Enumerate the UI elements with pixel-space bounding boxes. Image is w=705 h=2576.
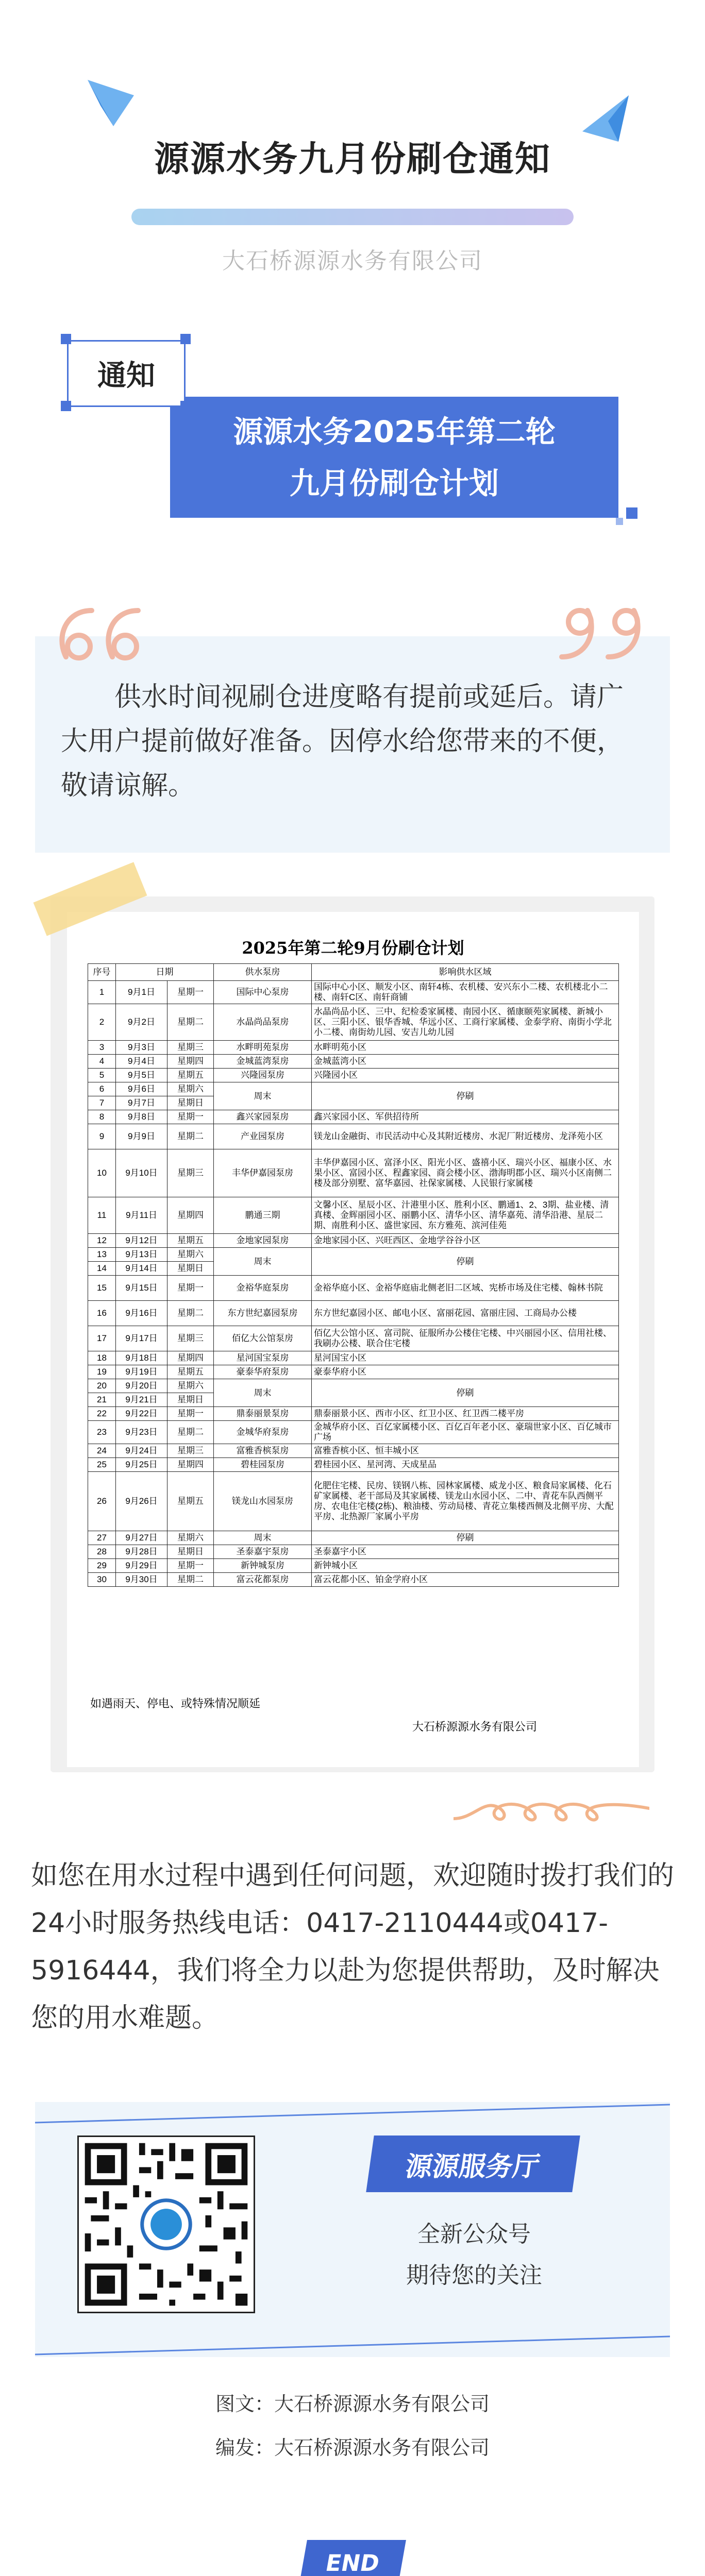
header-station: 供水泵房 — [214, 964, 312, 981]
cell-date: 9月15日 — [116, 1276, 167, 1301]
cell-area: 停刷 — [312, 1531, 619, 1545]
qr-code — [77, 2136, 255, 2313]
cell-station: 金城华府泵房 — [214, 1421, 312, 1444]
cell-weekday: 星期三 — [167, 1444, 214, 1458]
cell-station: 水晶尚品泵房 — [214, 1004, 312, 1041]
cell-no: 3 — [88, 1041, 116, 1055]
cell-no: 17 — [88, 1326, 116, 1351]
cell-date: 9月27日 — [116, 1531, 167, 1545]
cell-area: 水晶尚品小区、三中、纪检委家属楼、南园小区、循康颐苑家属楼、新城小区、三阳小区、银华香城、华远小区、工商行家属楼、金泰学府、南街小学北小二楼、南街幼儿园、安吉儿幼儿园 — [312, 1004, 619, 1041]
cell-date: 9月10日 — [116, 1149, 167, 1197]
cell-weekday: 星期四 — [167, 1351, 214, 1365]
cell-station: 金裕华庭泵房 — [214, 1276, 312, 1301]
close-quote-icon — [551, 605, 654, 662]
schedule-title: 2025年第二轮9月份刷仓计划 — [242, 938, 464, 958]
cell-date: 9月20日 — [116, 1379, 167, 1393]
service-line2: 期待您的关注 — [406, 2262, 542, 2289]
cell-date: 9月21日 — [116, 1393, 167, 1407]
header-area: 影响供水区域 — [312, 964, 619, 981]
crystal-decoration-left-icon — [82, 70, 144, 131]
schedule-signature: 大石桥源源水务有限公司 — [412, 1720, 538, 1733]
table-row — [88, 1197, 619, 1234]
cell-date: 9月4日 — [116, 1055, 167, 1069]
cell-area: 佰亿大公馆小区、富司院、征服所办公楼住宅楼、中兴丽园小区、信用社楼、我刷办公楼、联合住宅楼 — [312, 1326, 619, 1351]
cell-date: 9月24日 — [116, 1444, 167, 1458]
service-name-badge: 源源服务厅 — [366, 2136, 580, 2192]
cell-no: 5 — [88, 1069, 116, 1082]
cell-weekday: 星期一 — [167, 1407, 214, 1421]
intro-text: 供水时间视刷仓进度略有提前或延后。请广大用户提前做好准备。因停水给您带来的不便，敬请谅解。 — [61, 682, 624, 801]
cell-weekday: 星期二 — [167, 1421, 214, 1444]
cell-station: 鹏通三期 — [214, 1197, 312, 1234]
cell-area: 豪泰华府小区 — [312, 1365, 619, 1379]
cell-date: 9月22日 — [116, 1407, 167, 1421]
cell-station: 水畔明苑泵房 — [214, 1041, 312, 1055]
cell-weekday: 星期四 — [167, 1197, 214, 1234]
table-row — [88, 1407, 619, 1421]
cell-weekday: 星期一 — [167, 1559, 214, 1573]
table-row — [88, 1379, 619, 1393]
cell-area: 兴隆园小区 — [312, 1069, 619, 1082]
cell-date: 9月17日 — [116, 1326, 167, 1351]
table-row — [88, 1458, 619, 1472]
cell-weekday: 星期二 — [167, 1004, 214, 1041]
cell-date: 9月3日 — [116, 1041, 167, 1055]
cell-no: 12 — [88, 1234, 116, 1248]
table-row — [88, 1472, 619, 1531]
credit-text-line: 图文：大石桥源源水务有限公司 — [215, 2393, 490, 2415]
cell-weekday: 星期六 — [167, 1082, 214, 1096]
page-title: 源源水务九月份刷仓通知 — [154, 139, 551, 180]
cell-area: 丰华伊嘉园小区、富泽小区、阳光小区、盛禧小区、瑞兴小区、福康小区、水果小区、富园小区、程鑫家园、商会楼小区、渤海明郡小区、瑞兴小区南侧二楼及部分别墅、富华嘉园、社保家属楼、人民银行家属楼 — [312, 1149, 619, 1197]
corner-square-icon — [626, 507, 637, 519]
cell-area: 国际中心小区、顺发小区、南轩4栋、农机楼、安兴东小二楼、农机楼北小二楼、南轩C区、南轩商铺 — [312, 981, 619, 1004]
cell-weekday: 星期四 — [167, 1055, 214, 1069]
table-row — [88, 1110, 619, 1124]
cell-no: 21 — [88, 1393, 116, 1407]
end-badge: END — [299, 2540, 406, 2576]
cell-date: 9月26日 — [116, 1472, 167, 1531]
cell-no: 27 — [88, 1531, 116, 1545]
notice-headline-line1: 源源水务2025年第二轮 — [233, 414, 556, 449]
cell-station: 东方世纪嘉园泵房 — [214, 1301, 312, 1326]
table-row — [88, 1069, 619, 1082]
cell-date: 9月2日 — [116, 1004, 167, 1041]
credit-edit-line: 编发：大石桥源源水务有限公司 — [215, 2436, 490, 2459]
cell-station: 兴隆园泵房 — [214, 1069, 312, 1082]
table-row — [88, 1004, 619, 1041]
cell-weekday: 星期五 — [167, 1472, 214, 1531]
corner-square-icon — [61, 401, 71, 411]
table-row — [88, 1559, 619, 1573]
cell-area: 星河国宝小区 — [312, 1351, 619, 1365]
cell-no: 1 — [88, 981, 116, 1004]
cell-date: 9月11日 — [116, 1197, 167, 1234]
cell-no: 6 — [88, 1082, 116, 1096]
cell-area: 鑫兴家园小区、军供招待所 — [312, 1110, 619, 1124]
table-row — [88, 1301, 619, 1326]
table-row — [88, 1149, 619, 1197]
cell-area: 文馨小区、星辰小区、汁港里小区、胜利小区、鹏通1、2、3期、盐业楼、清真楼、金辉丽园小区、丽鹏小区、清华小区、清华嘉苑、清华沿港、星辰二期、南胜利小区、盛世家园、东方雅苑、滨河佳苑 — [312, 1197, 619, 1234]
cell-area: 富雅香槟小区、恒丰城小区 — [312, 1444, 619, 1458]
header-date: 日期 — [116, 964, 214, 981]
cell-no: 2 — [88, 1004, 116, 1041]
cell-date: 9月14日 — [116, 1262, 167, 1276]
corner-square-icon — [616, 518, 623, 525]
cell-area: 东方世纪嘉园小区、邮电小区、富丽花园、富丽庄园、工商局办公楼 — [312, 1301, 619, 1326]
table-row — [88, 1444, 619, 1458]
cell-station: 富雅香槟泵房 — [214, 1444, 312, 1458]
cell-area: 圣泰嘉宇小区 — [312, 1545, 619, 1559]
cell-station: 镁龙山水园泵房 — [214, 1472, 312, 1531]
cell-date: 9月19日 — [116, 1365, 167, 1379]
cell-area: 新钟城小区 — [312, 1559, 619, 1573]
cell-station: 鑫兴家园泵房 — [214, 1110, 312, 1124]
cell-station: 产业园泵房 — [214, 1124, 312, 1149]
cell-no: 28 — [88, 1545, 116, 1559]
service-line1: 全新公众号 — [417, 2221, 531, 2247]
cell-area: 金城华府小区、百亿家属楼小区、百亿百年老小区、豪瑞世家小区、百亿城市广场 — [312, 1421, 619, 1444]
cell-area: 化肥住宅楼、民房、镁钢八栋、园林家属楼、威龙小区、粮食局家属楼、化石矿家属楼、老干部局及其家属楼、镁龙山水园小区、二中、青花车队西侧平房、农电住宅楼(2栋)、粮油楼、劳动局楼、青花立集楼西侧及北侧平房、大配平房、北热源厂家属小平房 — [312, 1472, 619, 1531]
table-row — [88, 1531, 619, 1545]
cell-weekday: 星期六 — [167, 1379, 214, 1393]
cell-weekday: 星期日 — [167, 1262, 214, 1276]
cell-station: 周末 — [214, 1082, 312, 1110]
table-row — [88, 1055, 619, 1069]
cell-area: 停刷 — [312, 1082, 619, 1110]
corner-square-icon — [180, 401, 191, 411]
cell-area: 富云花都小区、铂金学府小区 — [312, 1573, 619, 1587]
cell-no: 19 — [88, 1365, 116, 1379]
table-row — [88, 1326, 619, 1351]
cell-date: 9月8日 — [116, 1110, 167, 1124]
table-row — [88, 1351, 619, 1365]
cell-no: 14 — [88, 1262, 116, 1276]
cell-weekday: 星期五 — [167, 1365, 214, 1379]
table-row — [88, 1276, 619, 1301]
cell-no: 20 — [88, 1379, 116, 1393]
cell-no: 29 — [88, 1559, 116, 1573]
table-row — [88, 1421, 619, 1444]
cell-no: 16 — [88, 1301, 116, 1326]
cell-no: 9 — [88, 1124, 116, 1149]
cell-weekday: 星期一 — [167, 1276, 214, 1301]
cell-station: 国际中心泵房 — [214, 981, 312, 1004]
cell-date: 9月13日 — [116, 1248, 167, 1262]
cell-weekday: 星期一 — [167, 981, 214, 1004]
cell-area: 金城蓝湾小区 — [312, 1055, 619, 1069]
notice-headline-line2: 九月份刷仓计划 — [289, 465, 499, 501]
cell-station: 富云花都泵房 — [214, 1573, 312, 1587]
contact-text: 如您在用水过程中遇到任何问题，欢迎随时拨打我们的24小时服务热线电话：0417-2110444或0417-5916444，我们将全力以赴为您提供帮助，及时解决您的用水难题。 — [31, 1860, 675, 2033]
cell-date: 9月30日 — [116, 1573, 167, 1587]
cell-no: 13 — [88, 1248, 116, 1262]
cell-weekday: 星期五 — [167, 1069, 214, 1082]
cell-weekday: 星期二 — [167, 1301, 214, 1326]
cell-weekday: 星期二 — [167, 1124, 214, 1149]
cell-date: 9月5日 — [116, 1069, 167, 1082]
cell-station: 金城蓝湾泵房 — [214, 1055, 312, 1069]
cell-station: 鼎泰丽景泵房 — [214, 1407, 312, 1421]
cell-area: 金地家园小区、兴旺西区、金地学谷谷小区 — [312, 1234, 619, 1248]
cell-no: 8 — [88, 1110, 116, 1124]
cell-date: 9月28日 — [116, 1545, 167, 1559]
cell-weekday: 星期六 — [167, 1531, 214, 1545]
cell-no: 23 — [88, 1421, 116, 1444]
cell-no: 7 — [88, 1096, 116, 1110]
cell-station: 碧桂园泵房 — [214, 1458, 312, 1472]
table-row — [88, 1124, 619, 1149]
table-row — [88, 1573, 619, 1587]
schedule-note: 如遇雨天、停电、或特殊情况顺延 — [90, 1697, 261, 1710]
cell-weekday: 星期一 — [167, 1110, 214, 1124]
open-quote-icon — [56, 605, 159, 662]
cell-date: 9月23日 — [116, 1421, 167, 1444]
cell-station: 佰亿大公馆泵房 — [214, 1326, 312, 1351]
cell-station: 新钟城泵房 — [214, 1559, 312, 1573]
cell-weekday: 星期五 — [167, 1234, 214, 1248]
cell-date: 9月16日 — [116, 1301, 167, 1326]
table-row — [88, 1234, 619, 1248]
title-underline-bar — [131, 209, 574, 225]
cell-no: 11 — [88, 1197, 116, 1234]
cell-area: 停刷 — [312, 1379, 619, 1407]
cell-no: 24 — [88, 1444, 116, 1458]
cell-weekday: 星期三 — [167, 1326, 214, 1351]
cell-station: 周末 — [214, 1248, 312, 1276]
qr-code-icon — [79, 2137, 254, 2312]
table-row — [88, 1365, 619, 1379]
cell-weekday: 星期三 — [167, 1149, 214, 1197]
cell-date: 9月29日 — [116, 1559, 167, 1573]
cell-weekday: 星期二 — [167, 1573, 214, 1587]
wave-decoration-icon — [454, 1788, 649, 1829]
cell-weekday: 星期日 — [167, 1096, 214, 1110]
cell-date: 9月18日 — [116, 1351, 167, 1365]
cell-weekday: 星期六 — [167, 1248, 214, 1262]
cell-area: 水畔明苑小区 — [312, 1041, 619, 1055]
cell-date: 9月1日 — [116, 981, 167, 1004]
table-row — [88, 1041, 619, 1055]
table-row — [88, 1248, 619, 1262]
cell-area: 碧桂园小区、星河湾、天成星品 — [312, 1458, 619, 1472]
cell-date: 9月12日 — [116, 1234, 167, 1248]
schedule-table — [88, 963, 619, 1587]
header-no: 序号 — [88, 964, 116, 981]
cell-station: 周末 — [214, 1531, 312, 1545]
cell-weekday: 星期四 — [167, 1458, 214, 1472]
notice-tag: 通知 — [67, 340, 186, 407]
cell-no: 22 — [88, 1407, 116, 1421]
corner-square-icon — [180, 334, 191, 344]
cell-area: 金裕华庭小区、金裕华庭庙北侧老旧二区域、宪桥市场及住宅楼、翰林书院 — [312, 1276, 619, 1301]
table-row — [88, 1082, 619, 1096]
schedule-header-row — [88, 964, 619, 981]
cell-weekday: 星期日 — [167, 1393, 214, 1407]
cell-no: 30 — [88, 1573, 116, 1587]
cell-station: 金地家园泵房 — [214, 1234, 312, 1248]
cell-date: 9月9日 — [116, 1124, 167, 1149]
cell-date: 9月7日 — [116, 1096, 167, 1110]
table-row — [88, 981, 619, 1004]
cell-no: 4 — [88, 1055, 116, 1069]
cell-weekday: 星期日 — [167, 1545, 214, 1559]
cell-station: 星河国宝泵房 — [214, 1351, 312, 1365]
cell-station: 周末 — [214, 1379, 312, 1407]
corner-square-icon — [61, 334, 71, 344]
company-subtitle: 大石桥源源水务有限公司 — [222, 248, 483, 274]
cell-weekday: 星期三 — [167, 1041, 214, 1055]
cell-no: 25 — [88, 1458, 116, 1472]
cell-station: 圣泰嘉宇泵房 — [214, 1545, 312, 1559]
cell-date: 9月6日 — [116, 1082, 167, 1096]
cell-area: 停刷 — [312, 1248, 619, 1276]
cell-area: 镁龙山金融街、市民活动中心及其附近楼房、水泥厂附近楼房、龙泽苑小区 — [312, 1124, 619, 1149]
cell-no: 10 — [88, 1149, 116, 1197]
cell-station: 丰华伊嘉园泵房 — [214, 1149, 312, 1197]
cell-no: 26 — [88, 1472, 116, 1531]
cell-area: 鼎泰丽景小区、西市小区、红卫小区、红卫西二楼平房 — [312, 1407, 619, 1421]
cell-no: 15 — [88, 1276, 116, 1301]
cell-no: 18 — [88, 1351, 116, 1365]
cell-date: 9月25日 — [116, 1458, 167, 1472]
cell-station: 豪泰华府泵房 — [214, 1365, 312, 1379]
notice-headline-box — [170, 397, 618, 518]
table-row — [88, 1545, 619, 1559]
